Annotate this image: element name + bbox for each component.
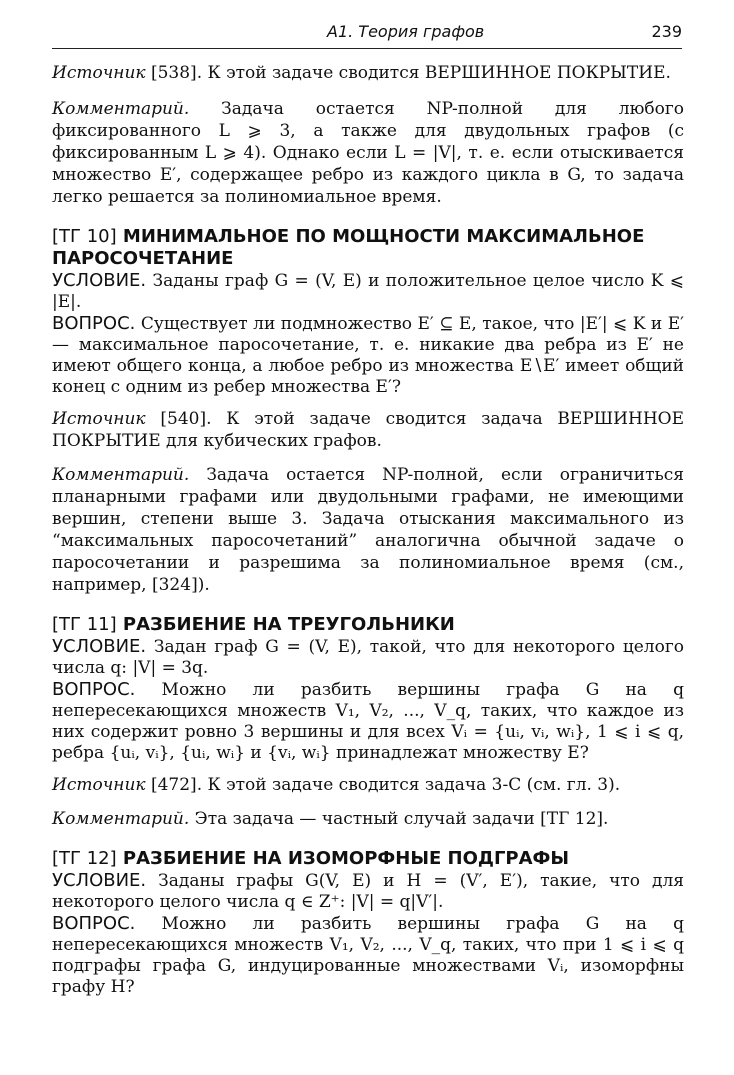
page-header: [52, 18, 682, 49]
question-text: Можно ли разбить вершины графа G на q непересекающихся множеств V₁, V₂, ..., V_q, таких, что при 1 ⩽ i ⩽ q подграфы графа G, индуцированные множествами Vᵢ, изоморфны графу H?: [52, 914, 684, 997]
source-label: Источник: [52, 63, 146, 83]
source-text: [538]. К этой задаче сводится ВЕРШИННОЕ ПОКРЫТИЕ.: [145, 63, 671, 83]
comment-text: Задача остается NP-полной, если ограничиться планарными графами или двудольными графами, не имеющими вершин, степени выше 3. Задача отыскания максимального из “максимальных паросочетаний” аналогична обычной задаче о паросочетании и разрешима за полиномиальное время (см., например, [324]).: [52, 465, 684, 595]
condition: [52, 870, 684, 913]
problem-title: [52, 226, 684, 270]
condition-label: УСЛОВИЕ.: [52, 636, 147, 657]
problem-title: [52, 848, 684, 870]
problem-tag: [ТГ 11]: [52, 614, 117, 635]
source-label: Источник: [52, 409, 146, 429]
page-number: 239: [651, 22, 682, 41]
condition-text: Задан граф G = (V, E), такой, что для некоторого целого числа q: |V| = 3q.: [52, 637, 684, 678]
problem-name: МИНИМАЛЬНОЕ ПО МОЩНОСТИ МАКСИМАЛЬНОЕ ПАРОСОЧЕТАНИЕ: [52, 226, 645, 269]
comment-paragraph: [52, 98, 684, 208]
question-label: ВОПРОС.: [52, 679, 136, 700]
source-label: Источник: [52, 775, 146, 795]
comment-text: Эта задача — частный случай задачи [ТГ 12].: [189, 809, 609, 829]
problem-name: РАЗБИЕНИЕ НА ТРЕУГОЛЬНИКИ: [116, 614, 455, 635]
question-label: ВОПРОС.: [52, 913, 136, 934]
problem-tag: [ТГ 12]: [52, 848, 117, 869]
source-paragraph: [52, 408, 684, 452]
page-body: [52, 62, 684, 1008]
condition-text: Заданы графы G(V, E) и H = (V′, E′), такие, что для некоторого целого числа q ∈ Z⁺: |V| = q|V′|.: [52, 871, 684, 912]
running-title: А1. Теория графов: [327, 22, 485, 41]
comment-label: Комментарий.: [52, 99, 190, 119]
problem-title: [52, 614, 684, 636]
comment-label: Комментарий.: [52, 465, 190, 485]
comment-label: Комментарий.: [52, 809, 190, 829]
question: [52, 313, 684, 398]
question-text: Существует ли подмножество E′ ⊆ E, такое, что |E′| ⩽ K и E′ — максимальное паросочетание, т. е. никакие два ребра из E′ не имеют общего конца, а любое ребро из множества E∖E′ имеет общий конец с одним из ребер множества E′?: [52, 314, 684, 397]
problem-tg10: [52, 226, 684, 398]
condition: [52, 636, 684, 679]
question-text: Можно ли разбить вершины графа G на q непересекающихся множеств V₁, V₂, ..., V_q, таких, что каждое из них содержит ровно 3 вершины и для всех Vᵢ = {uᵢ, vᵢ, wᵢ}, 1 ⩽ i ⩽ q, ребра {uᵢ, vᵢ}, {uᵢ, wᵢ} и {vᵢ, wᵢ} принадлежат множеству E?: [52, 680, 684, 763]
condition-text: Заданы граф G = (V, E) и положительное целое число K ⩽ |E|.: [52, 271, 684, 312]
question: [52, 913, 684, 998]
problem-tg12: [52, 848, 684, 998]
source-text: [472]. К этой задаче сводится задача 3-С (см. гл. 3).: [145, 775, 621, 795]
condition-label: УСЛОВИЕ.: [52, 270, 147, 291]
comment-paragraph: [52, 464, 684, 596]
source-paragraph: [52, 774, 684, 796]
question-label: ВОПРОС.: [52, 313, 136, 334]
problem-tg11: [52, 614, 684, 764]
source-text: [540]. К этой задаче сводится задача ВЕРШИННОЕ ПОКРЫТИЕ для кубических графов.: [52, 409, 684, 451]
condition: [52, 270, 684, 313]
comment-text: Задача остается NP-полной для любого фиксированного L ⩾ 3, а также для двудольных графов (с фиксированным L ⩾ 4). Однако если L = |V|, т. е. если отыскивается множество E′, содержащее ребро из каждого цикла в G, то задача легко решается за полиномиальное время.: [52, 99, 684, 207]
condition-label: УСЛОВИЕ.: [52, 870, 147, 891]
comment-paragraph: [52, 808, 684, 830]
problem-tag: [ТГ 10]: [52, 226, 117, 247]
problem-name: РАЗБИЕНИЕ НА ИЗОМОРФНЫЕ ПОДГРАФЫ: [116, 848, 570, 869]
question: [52, 679, 684, 764]
source-paragraph: [52, 62, 684, 84]
